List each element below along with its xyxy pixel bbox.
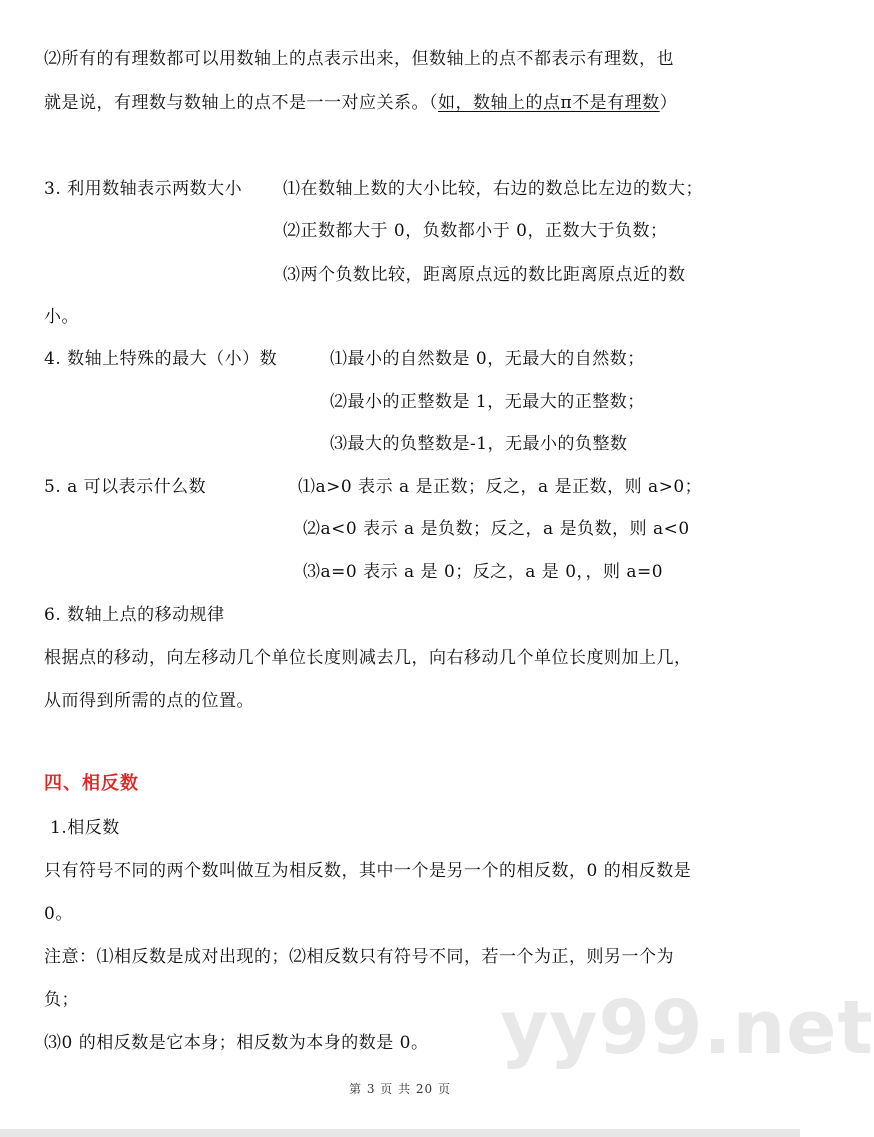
item4-title: 4. 数轴上特殊的最大（小）数 (44, 349, 278, 369)
intro-line-2-pre: 就是说，有理数与数轴上的点不是一一对应关系。（ (44, 93, 438, 113)
section-heading-opposite-numbers: 四、相反数 (44, 773, 139, 794)
item5-point-2: ⑵a<0 表示 a 是负数；反之，a 是负数，则 a<0 (303, 519, 690, 539)
item5-title: 5. a 可以表示什么数 (44, 477, 207, 497)
intro-line-1: ⑵所有的有理数都可以用数轴上的点表示出来，但数轴上的点不都表示有理数，也 (44, 49, 674, 69)
item6-body-line-2: 从而得到所需的点的位置。 (44, 691, 254, 711)
item5-point-1: ⑴a>0 表示 a 是正数；反之，a 是正数，则 a>0； (298, 477, 703, 497)
intro-line-2-post: ） (659, 93, 678, 113)
item6-title: 6. 数轴上点的移动规律 (44, 605, 225, 625)
page-footer: 第 3 页 共 20 页 (349, 1082, 451, 1096)
item3-point-1: ⑴在数轴上数的大小比较，右边的数总比左边的数大； (283, 179, 703, 199)
item4-point-2: ⑵最小的正整数是 1，无最大的正整数； (330, 392, 645, 412)
section4-note-line-2: 负； (44, 990, 79, 1010)
bottom-border (0, 1129, 800, 1137)
item6-body-line-1: 根据点的移动，向左移动几个单位长度则减去几，向右移动几个单位长度则加上几， (44, 648, 692, 668)
section4-definition-line-2: 0。 (44, 904, 73, 924)
item3-point-2: ⑵正数都大于 0，负数都小于 0，正数大于负数； (283, 221, 668, 241)
item3-title: 3. 利用数轴表示两数大小 (44, 179, 243, 199)
section4-note-line-1: 注意：⑴相反数是成对出现的；⑵相反数只有符号不同，若一个为正，则另一个为 (44, 947, 674, 967)
intro-line-2 (44, 92, 677, 114)
section4-note-line-3: ⑶0 的相反数是它本身；相反数为本身的数是 0。 (44, 1033, 429, 1053)
item4-point-1: ⑴最小的自然数是 0，无最大的自然数； (330, 349, 645, 369)
item3-continuation: 小。 (44, 307, 79, 327)
watermark: yy99.net (500, 985, 874, 1071)
section4-subtitle: 1.相反数 (50, 818, 120, 838)
item4-point-3: ⑶最大的负整数是-1，无最小的负整数 (330, 434, 628, 454)
section4-definition-line-1: 只有符号不同的两个数叫做互为相反数，其中一个是另一个的相反数，0 的相反数是 (44, 861, 692, 881)
intro-underlined-example: 如，数轴上的点π不是有理数 (438, 93, 660, 113)
item3-point-3: ⑶两个负数比较，距离原点远的数比距离原点近的数 (283, 265, 686, 285)
item5-point-3: ⑶a=0 表示 a 是 0；反之，a 是 0，，则 a=0 (303, 562, 664, 582)
